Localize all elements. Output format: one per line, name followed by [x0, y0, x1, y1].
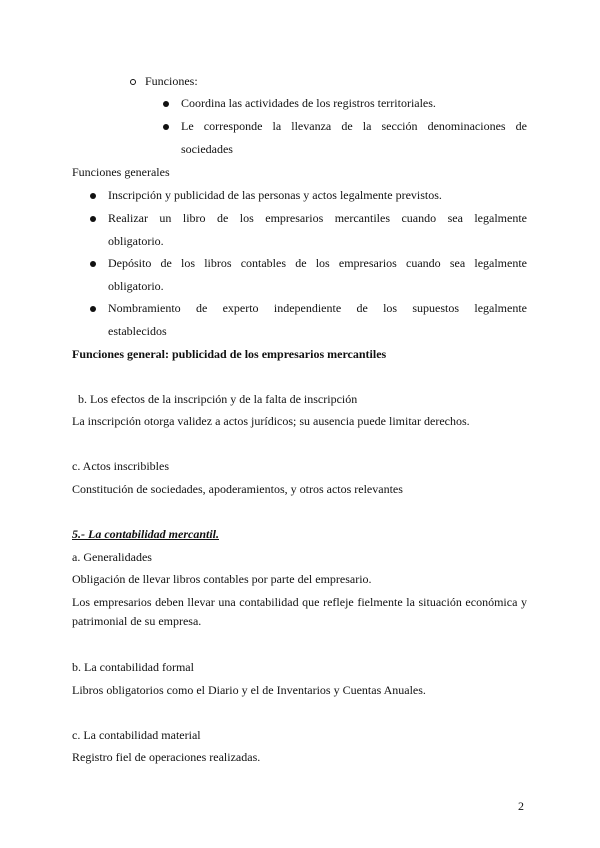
actos-text: Constitución de sociedades, apoderamientos, y otros actos relevantes [72, 482, 403, 496]
funciones-item-2: Le corresponde la llevanza de la sección denominaciones de [181, 119, 527, 133]
general-item-4-cont: establecidos [108, 324, 167, 338]
bullet-icon [163, 124, 169, 130]
efectos-heading: b. Los efectos de la inscripción y de la falta de inscripción [78, 392, 358, 406]
funciones-title: Funciones: [145, 74, 198, 88]
circle-bullet-icon [130, 79, 136, 85]
contabilidad-formal-heading: b. La contabilidad formal [72, 660, 194, 674]
contabilidad-material-text: Registro fiel de operaciones realizadas. [72, 750, 261, 764]
bullet-icon [90, 193, 96, 199]
general-item-3-cont: obligatorio. [108, 279, 164, 293]
section5-heading: 5.- La contabilidad mercantil. [72, 527, 219, 541]
bullet-icon [90, 306, 96, 312]
contabilidad-material-heading: c. La contabilidad material [72, 728, 201, 742]
general-item-1: Inscripción y publicidad de las personas y actos legalmente previstos. [108, 188, 442, 202]
bullet-icon [90, 261, 96, 267]
funciones-item-2-cont: sociedades [181, 142, 233, 156]
generalidades-text-2-cont: patrimonial de su empresa. [72, 614, 202, 628]
generalidades-heading: a. Generalidades [72, 550, 152, 564]
contabilidad-formal-text: Libros obligatorios como el Diario y el de Inventarios y Cuentas Anuales. [72, 683, 426, 697]
actos-heading: c. Actos inscribibles [72, 459, 169, 473]
general-item-3: Depósito de los libros contables de los empresarios cuando sea legalmente [108, 256, 527, 270]
general-item-2: Realizar un libro de los empresarios mercantiles cuando sea legalmente [108, 211, 527, 225]
publicidad-title: Funciones general: publicidad de los empresarios mercantiles [72, 347, 387, 361]
bullet-icon [163, 101, 169, 107]
general-item-2-cont: obligatorio. [108, 234, 164, 248]
bullet-icon [90, 216, 96, 222]
page-number: 2 [518, 799, 524, 813]
funciones-item-1: Coordina las actividades de los registros territoriales. [181, 96, 436, 110]
funciones-generales-title: Funciones generales [72, 165, 170, 179]
general-item-4: Nombramiento de experto independiente de los supuestos legalmente [108, 301, 527, 315]
efectos-text: La inscripción otorga validez a actos jurídicos; su ausencia puede limitar derechos. [72, 414, 470, 428]
generalidades-text-2: Los empresarios deben llevar una contabilidad que refleje fielmente la situación económica y [72, 595, 527, 609]
generalidades-text-1: Obligación de llevar libros contables por parte del empresario. [72, 572, 372, 586]
